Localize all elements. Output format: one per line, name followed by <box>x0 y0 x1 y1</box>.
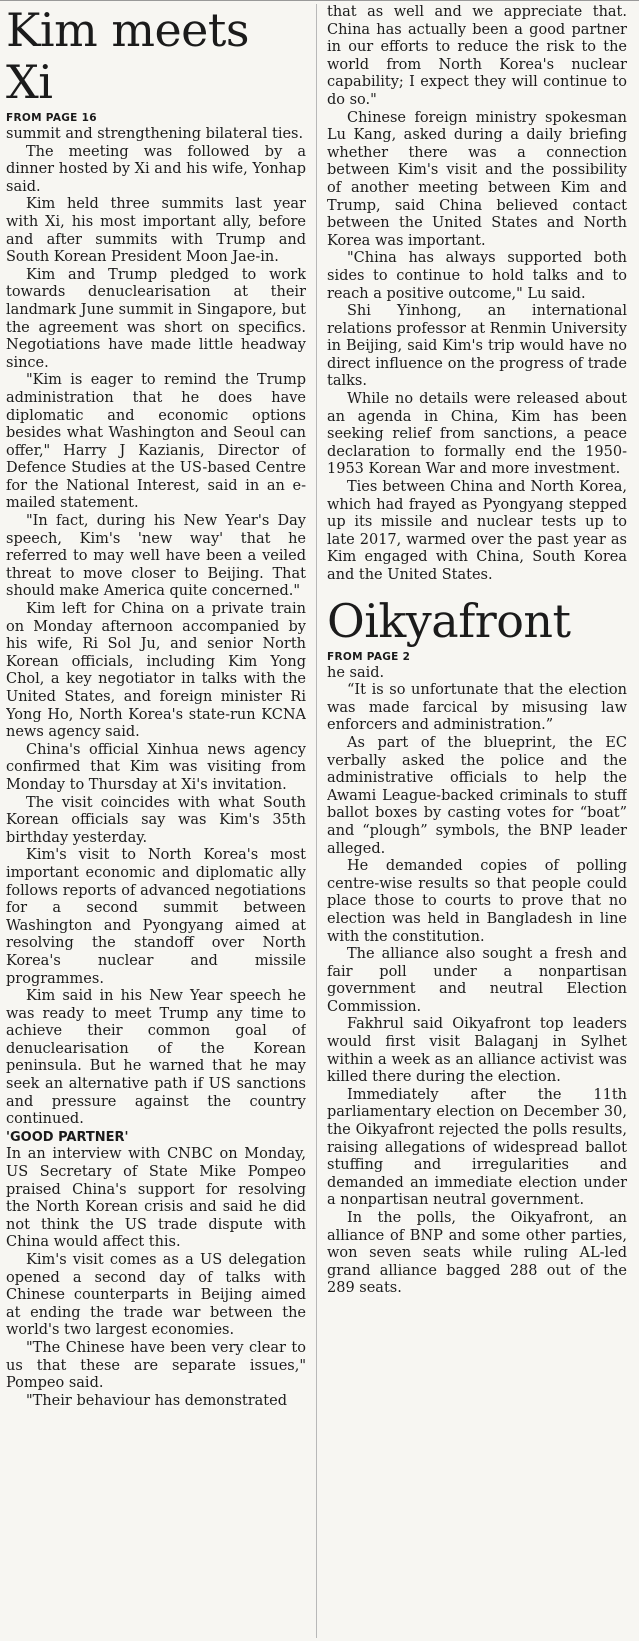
story1-paragraph: Chinese foreign ministry spokesman Lu Kang, asked during a daily briefing whether there was a connection between Kim's visit and the possibility of another meeting between Kim and Trump, said China believed contact between the United States and North Korea was important. <box>327 109 627 249</box>
story1-paragraph: Kim's visit comes as a US delegation opened a second day of talks with Chinese counterparts in Beijing aimed at ending the trade war between the world's two largest economies. <box>6 1252 306 1339</box>
story1-paragraph: China's official Xinhua news agency confirmed that Kim was visiting from Monday to Thursday at Xi's invitation. <box>6 741 306 793</box>
story1-paragraph: Shi Yinhong, an international relations professor at Renmin University in Beijing, said Kim's trip would have no direct influence on the progress of trade talks. <box>327 303 627 390</box>
story1-paragraph: Kim left for China on a private train on Monday afternoon accompanied by his wife, Ri Sol Ju, and senior North Korean officials, including Kim Yong Chol, a key negotiator in talks with the United States, and foreign minister Ri Yong Ho, North Korea's state-run KCNA news agency said. <box>6 601 306 741</box>
story1-headline: Kim meets Xi <box>6 4 249 109</box>
top-rule <box>0 0 639 1</box>
story1-paragraph: "The Chinese have been very clear to us that these are separate issues," Pompeo said. <box>6 1339 306 1392</box>
story1-paragraph: Kim's visit to North Korea's most important economic and diplomatic ally follows reports of advanced negotiations for a second summit between Washington and Pyongyang aimed at resolving the standoff over North Korea's nuclear and missile programmes. <box>6 847 306 987</box>
story2-paragraph: He demanded copies of polling centre-wise results so that people could place those to courts to prove that no election was held in Bangladesh in line with the constitution. <box>327 858 627 945</box>
story1-subhead: 'GOOD PARTNER' <box>6 1129 129 1145</box>
story1-paragraph: The visit coincides with what South Korean officials say was Kim's 35th birthday yesterday. <box>6 794 306 846</box>
story1-paragraph: "Kim is eager to remind the Trump administration that he does have diplomatic and economic options besides what Washington and Seoul can offer," Harry J Kazianis, Director of Defence Studies at the US-based Centre for the National Interest, said in an e-mailed statement. <box>6 372 306 512</box>
story1-paragraph: The meeting was followed by a dinner hosted by Xi and his wife, Yonhap said. <box>6 143 306 195</box>
story1-paragraph: Kim said in his New Year speech he was ready to meet Trump any time to achieve their common goal of denuclearisation of the Korean peninsula. But he warned that he may seek an alternative path if US sanctions and pressure against the country continued. <box>6 988 306 1128</box>
story1-jump-line: FROM PAGE 16 <box>6 112 97 124</box>
story2-paragraph: “It is so unfortunate that the election was made farcical by misusing law enforcers and administration.” <box>327 682 627 734</box>
story1-paragraph: In an interview with CNBC on Monday, US Secretary of State Mike Pompeo praised China's support for resolving the North Korean crisis and said he did not think the US trade dispute with China would affect this. <box>6 1146 306 1251</box>
story2-paragraph: Fakhrul said Oikyafront top leaders would first visit Balaganj in Sylhet within a week as an alliance activist was killed there during the election. <box>327 1016 627 1086</box>
story1-paragraph: "Their behaviour has demonstrated <box>26 1392 287 1409</box>
story2-paragraph: As part of the blueprint, the EC verbally asked the police and the administrative officials to help the Awami League-backed criminals to stuff ballot boxes by casting votes for “boat” and “plough” symbols, the BNP leader alleged. <box>327 734 627 857</box>
newspaper-page <box>6 4 633 1638</box>
story2-paragraph: he said. <box>327 664 385 681</box>
story1-paragraph: Kim and Trump pledged to work towards denuclearisation at their landmark June summit in Singapore, but the agreement was short on specifics. Negotiations have made little headway since. <box>6 266 306 371</box>
story1-paragraph: While no details were released about an agenda in China, Kim has been seeking relief from sanctions, a peace declaration to formally end the 1950-1953 Korean War and more investment. <box>327 391 627 478</box>
story1-paragraph: summit and strengthening bilateral ties. <box>6 126 304 142</box>
story2-paragraph: In the polls, the Oikyafront, an alliance of BNP and some other parties, won seven seats while ruling AL-led grand alliance bagged 288 out of the 289 seats. <box>327 1210 627 1297</box>
story1-paragraph: "China has always supported both sides to continue to hold talks and to reach a positive outcome," Lu said. <box>327 250 627 302</box>
story1-paragraph: Ties between China and North Korea, which had frayed as Pyongyang stepped up its missile and nuclear tests up to late 2017, warmed over the past year as Kim engaged with China, South Korea and the United States. <box>327 479 627 583</box>
story1-paragraph: that as well and we appreciate that. China has actually been a good partner in our efforts to reduce the risk to the world from North Korea's nuclear capability; I expect they will continue to do so." <box>327 4 627 108</box>
story1-paragraph: Kim held three summits last year with Xi, his most important ally, before and after summits with Trump and South Korean President Moon Jae-in. <box>6 196 306 266</box>
right-column <box>327 4 627 1638</box>
story2-paragraph: The alliance also sought a fresh and fair poll under a nonpartisan government and neutral Election Commission. <box>327 946 627 1015</box>
left-column <box>6 4 306 1638</box>
story1-paragraph: "In fact, during his New Year's Day speech, Kim's 'new way' that he referred to may well have been a veiled threat to move closer to Beijing. That should make America quite concerned." <box>6 513 306 600</box>
story2-headline: Oikyafront <box>327 593 571 648</box>
story2 <box>327 595 627 1298</box>
column-divider <box>316 4 317 1638</box>
story2-paragraph: Immediately after the 11th parliamentary election on December 30, the Oikyafront rejected the polls results, raising allegations of widespread ballot stuffing and irregularities and demanded an immediate election under a nonpartisan neutral government. <box>327 1086 627 1209</box>
story2-jump-line: FROM PAGE 2 <box>327 650 411 663</box>
